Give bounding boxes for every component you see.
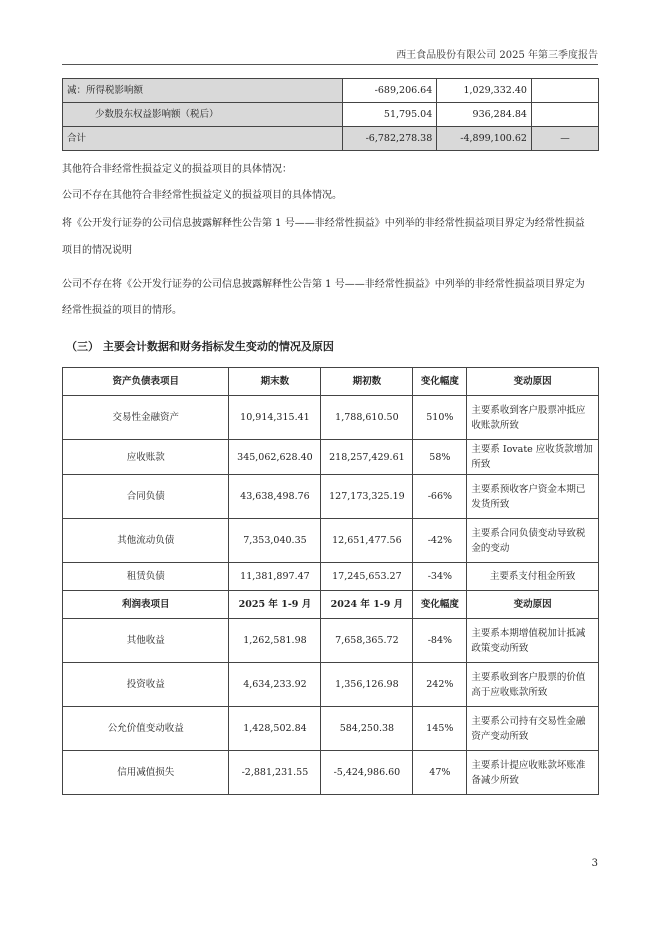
column-header: 变动原因 bbox=[467, 368, 599, 396]
item-cell: 合同负债 bbox=[63, 475, 229, 519]
item-cell: 其他流动负债 bbox=[63, 519, 229, 563]
reason-cell: 主要系支付租金所致 bbox=[467, 563, 599, 591]
changes-table bbox=[62, 367, 599, 795]
column-header: 变化幅度 bbox=[413, 591, 467, 619]
table-row bbox=[63, 619, 599, 663]
page-number: 3 bbox=[591, 858, 598, 869]
paragraph: 公司不存在将《公开发行证券的公司信息披露解释性公告第 1 号——非经常性损益》中列举的非经常性损益项目界定为 bbox=[62, 279, 585, 290]
change-cell: -84% bbox=[413, 619, 467, 663]
current-cell: -2,881,231.55 bbox=[229, 751, 321, 795]
item-cell: 投资收益 bbox=[63, 663, 229, 707]
prior-value: -4,899,100.62 bbox=[437, 127, 532, 151]
item-cell: 公允价值变动收益 bbox=[63, 707, 229, 751]
change-cell: -42% bbox=[413, 519, 467, 563]
begin-cell: 17,245,653.27 bbox=[321, 563, 413, 591]
column-header: 期末数 bbox=[229, 368, 321, 396]
column-header: 利润表项目 bbox=[63, 591, 229, 619]
end-cell: 11,381,897.47 bbox=[229, 563, 321, 591]
table-header-row bbox=[63, 368, 599, 396]
reason-cell: 主要系收到客户股票的价值高于应收账款所致 bbox=[467, 663, 599, 707]
header-divider bbox=[62, 64, 598, 65]
item-cell: 交易性金融资产 bbox=[63, 396, 229, 440]
table-header-row bbox=[63, 591, 599, 619]
item-cell: 应收账款 bbox=[63, 440, 229, 475]
end-cell: 10,914,315.41 bbox=[229, 396, 321, 440]
prior-cell: 7,658,365.72 bbox=[321, 619, 413, 663]
prior-cell: -5,424,986.60 bbox=[321, 751, 413, 795]
reason-cell: 主要系收到客户股票冲抵应收账款所致 bbox=[467, 396, 599, 440]
paragraph: 其他符合非经常性损益定义的损益项目的具体情况： bbox=[62, 164, 292, 175]
column-header: 2024 年 1-9 月 bbox=[321, 591, 413, 619]
column-header: 2025 年 1-9 月 bbox=[229, 591, 321, 619]
table-row bbox=[63, 396, 599, 440]
change-cell: 145% bbox=[413, 707, 467, 751]
current-cell: 4,634,233.92 bbox=[229, 663, 321, 707]
prior-value: 1,029,332.40 bbox=[437, 79, 532, 103]
reason-cell: 主要系预收客户资金本期已发货所致 bbox=[467, 475, 599, 519]
column-header: 变动原因 bbox=[467, 591, 599, 619]
table-row bbox=[63, 127, 599, 151]
row-label: 少数股东权益影响额（税后） bbox=[63, 103, 343, 127]
section-title: （三） 主要会计数据和财务指标发生变动的情况及原因 bbox=[66, 340, 334, 353]
paragraph: 经常性损益的项目的情形。 bbox=[62, 305, 182, 316]
row-label: 减：所得税影响额 bbox=[63, 79, 343, 103]
change-cell: -34% bbox=[413, 563, 467, 591]
note-cell bbox=[531, 103, 598, 127]
table-row bbox=[63, 563, 599, 591]
table-row bbox=[63, 79, 599, 103]
table-row bbox=[63, 519, 599, 563]
column-header: 资产负债表项目 bbox=[63, 368, 229, 396]
note-cell bbox=[531, 79, 598, 103]
table-row bbox=[63, 663, 599, 707]
table-row bbox=[63, 475, 599, 519]
end-cell: 43,638,498.76 bbox=[229, 475, 321, 519]
current-cell: 1,428,502.84 bbox=[229, 707, 321, 751]
begin-cell: 127,173,325.19 bbox=[321, 475, 413, 519]
current-cell: 1,262,581.98 bbox=[229, 619, 321, 663]
current-value: -6,782,278.38 bbox=[342, 127, 437, 151]
begin-cell: 218,257,429.61 bbox=[321, 440, 413, 475]
table-row bbox=[63, 707, 599, 751]
prior-value: 936,284.84 bbox=[437, 103, 532, 127]
end-cell: 7,353,040.35 bbox=[229, 519, 321, 563]
prior-cell: 584,250.38 bbox=[321, 707, 413, 751]
current-value: 51,795.04 bbox=[342, 103, 437, 127]
change-cell: 47% bbox=[413, 751, 467, 795]
paragraph: 公司不存在其他符合非经常性损益定义的损益项目的具体情况。 bbox=[62, 190, 342, 201]
column-header: 变化幅度 bbox=[413, 368, 467, 396]
reason-cell: 主要系合同负债变动导致税金的变动 bbox=[467, 519, 599, 563]
note-cell: — bbox=[531, 127, 598, 151]
reason-cell: 主要系计提应收账款坏账准备减少所致 bbox=[467, 751, 599, 795]
current-value: -689,206.64 bbox=[342, 79, 437, 103]
reason-cell: 主要系公司持有交易性金融资产变动所致 bbox=[467, 707, 599, 751]
begin-cell: 1,788,610.50 bbox=[321, 396, 413, 440]
table-row bbox=[63, 440, 599, 475]
item-cell: 租赁负债 bbox=[63, 563, 229, 591]
prior-cell: 1,356,126.98 bbox=[321, 663, 413, 707]
end-cell: 345,062,628.40 bbox=[229, 440, 321, 475]
change-cell: -66% bbox=[413, 475, 467, 519]
change-cell: 58% bbox=[413, 440, 467, 475]
row-label: 合计 bbox=[63, 127, 343, 151]
reason-cell: 主要系本期增值税加计抵减政策变动所致 bbox=[467, 619, 599, 663]
change-cell: 242% bbox=[413, 663, 467, 707]
item-cell: 其他收益 bbox=[63, 619, 229, 663]
paragraph: 将《公开发行证券的公司信息披露解释性公告第 1 号——非经常性损益》中列举的非经常性损益项目界定为经常性损益 bbox=[62, 218, 585, 229]
paragraph: 项目的情况说明 bbox=[62, 245, 132, 256]
reason-cell: 主要系 Iovate 应收货款增加所致 bbox=[467, 440, 599, 475]
begin-cell: 12,651,477.56 bbox=[321, 519, 413, 563]
nonrecurring-table bbox=[62, 78, 599, 151]
report-header: 西王食品股份有限公司 2025 年第三季度报告 bbox=[396, 50, 598, 61]
table-row bbox=[63, 103, 599, 127]
table-row bbox=[63, 751, 599, 795]
change-cell: 510% bbox=[413, 396, 467, 440]
item-cell: 信用减值损失 bbox=[63, 751, 229, 795]
column-header: 期初数 bbox=[321, 368, 413, 396]
